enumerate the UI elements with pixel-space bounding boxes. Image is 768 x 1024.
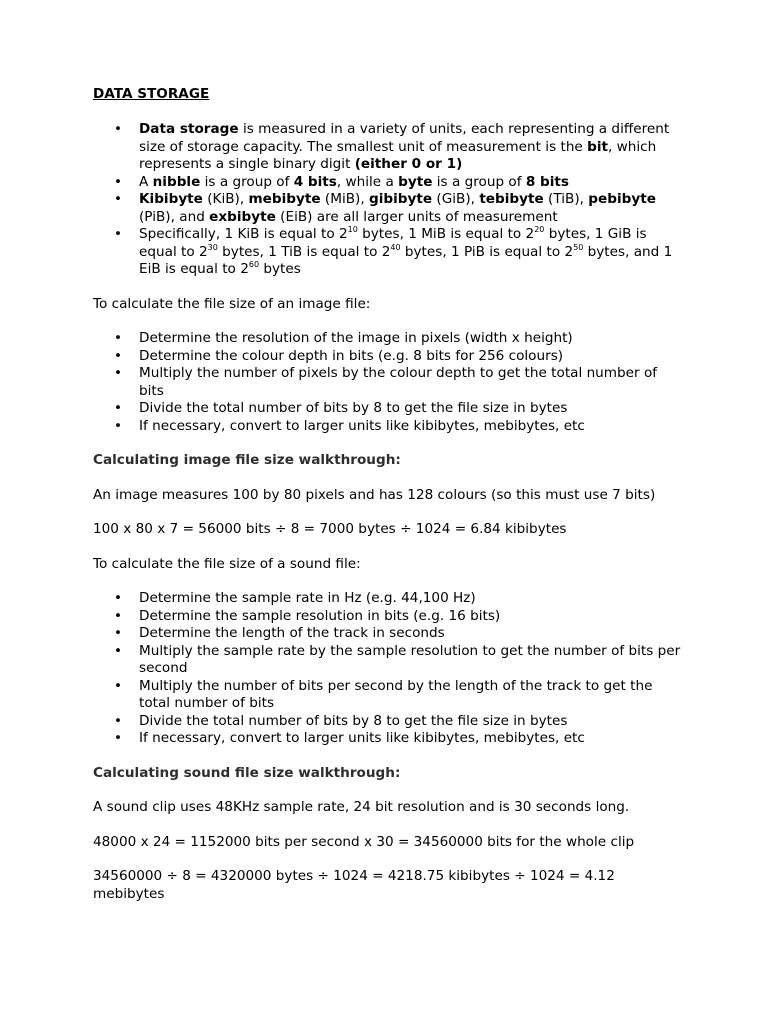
sound-step: • Divide the total number of bits by 8 to get the file size in bytes [93, 713, 683, 731]
exponent: 20 [534, 225, 545, 234]
image-step: • If necessary, convert to larger units like kibibytes, mebibytes, etc [93, 418, 683, 436]
image-step: • Multiply the number of pixels by the colour depth to get the total number of bits [93, 365, 683, 400]
sound-calculation-bytes: 34560000 ÷ 8 = 4320000 bytes ÷ 1024 = 4218.75 kibibytes ÷ 1024 = 4.12 mebibytes [93, 868, 615, 902]
bold-term: Data storage [139, 121, 239, 137]
bold-term: byte [398, 173, 433, 190]
bold-term: Kibibyte [139, 191, 203, 207]
units-list [93, 121, 683, 279]
sound-step: • Determine the sample rate in Hz (e.g. 44,100 Hz) [93, 590, 683, 608]
document-body [93, 86, 683, 903]
units-item-3: • Kibibyte (KiB), mebibyte (MiB), gibibyte (GiB), tebibyte (TiB), pebibyte (PiB), and exbibyte (EiB) are all larger units of measurement [93, 191, 683, 226]
bold-term: 4 bits [293, 173, 337, 190]
units-item-4: • Specifically, 1 KiB is equal to $2^{10}$ bytes, 1 MiB is equal to $2^{20}$ bytes, 1 GiB is equal to $2^{30}$ bytes, 1 TiB is equal to $2^{40}$ bytes, 1 PiB is equal to $2^{50}$ bytes, and 1 EiB is equal to $2^{60}$ bytes [93, 226, 683, 279]
sound-step: • Determine the length of the track in seconds [93, 625, 683, 643]
bold-term: (either 0 or 1) [354, 156, 463, 172]
image-steps-list [93, 330, 683, 435]
image-calculation: 100 x 80 x 7 = 56000 bits ÷ 8 = 7000 bytes ÷ 1024 = 6.84 kibibytes [93, 521, 567, 537]
sound-walkthrough-heading: Calculating sound file size walkthrough: [93, 764, 401, 781]
image-step: • Divide the total number of bits by 8 to get the file size in bytes [93, 400, 683, 418]
sound-steps-list [93, 590, 683, 748]
image-intro: To calculate the file size of an image file: [93, 295, 371, 312]
exponent: 40 [390, 242, 401, 252]
units-item-2: • A nibble is a group of 4 bits, while a byte is a group of 8 bits [93, 174, 683, 192]
image-example: An image measures 100 by 80 pixels and has 128 colours (so this must use 7 bits) [93, 486, 656, 503]
bold-term: gibibyte [369, 191, 433, 207]
exponent: 50 [573, 242, 584, 252]
sound-calculation-bits: 48000 x 24 = 1152000 bits per second x 30 = 34560000 bits for the whole clip [93, 833, 635, 850]
sound-step: • Determine the sample resolution in bits (e.g. 16 bits) [93, 608, 683, 626]
sound-step: • Multiply the number of bits per second by the length of the track to get the total number of bits [93, 678, 683, 713]
image-step: • Determine the resolution of the image in pixels (width x height) [93, 330, 683, 348]
bold-term: exbibyte [209, 208, 276, 225]
sound-example: A sound clip uses 48KHz sample rate, 24 bit resolution and is 30 seconds long. [93, 799, 630, 815]
bold-term: pebibyte [588, 191, 656, 207]
image-walkthrough-heading: Calculating image file size walkthrough: [93, 452, 401, 468]
sound-intro: To calculate the file size of a sound file: [93, 555, 361, 572]
bold-term: mebibyte [248, 191, 321, 207]
sound-step: • Multiply the sample rate by the sample resolution to get the number of bits per second [93, 643, 683, 678]
exponent: 60 [248, 260, 260, 269]
bold-term: tebibyte [479, 191, 544, 207]
exponent: 10 [347, 225, 358, 234]
bold-term: bit [587, 138, 609, 155]
exponent: 30 [207, 242, 218, 252]
page-title: DATA STORAGE [93, 86, 210, 102]
units-item-1: • Data storage is measured in a variety of units, each representing a different size of storage capacity. The smallest unit of measurement is the bit, which represents a single binary digit (either 0 or 1) [93, 121, 683, 174]
sound-step: • If necessary, convert to larger units like kibibytes, mebibytes, etc [93, 730, 683, 748]
bold-term: 8 bits [525, 173, 570, 190]
image-step: • Determine the colour depth in bits (e.g. 8 bits for 256 colours) [93, 348, 683, 366]
bold-term: nibble [152, 173, 201, 190]
